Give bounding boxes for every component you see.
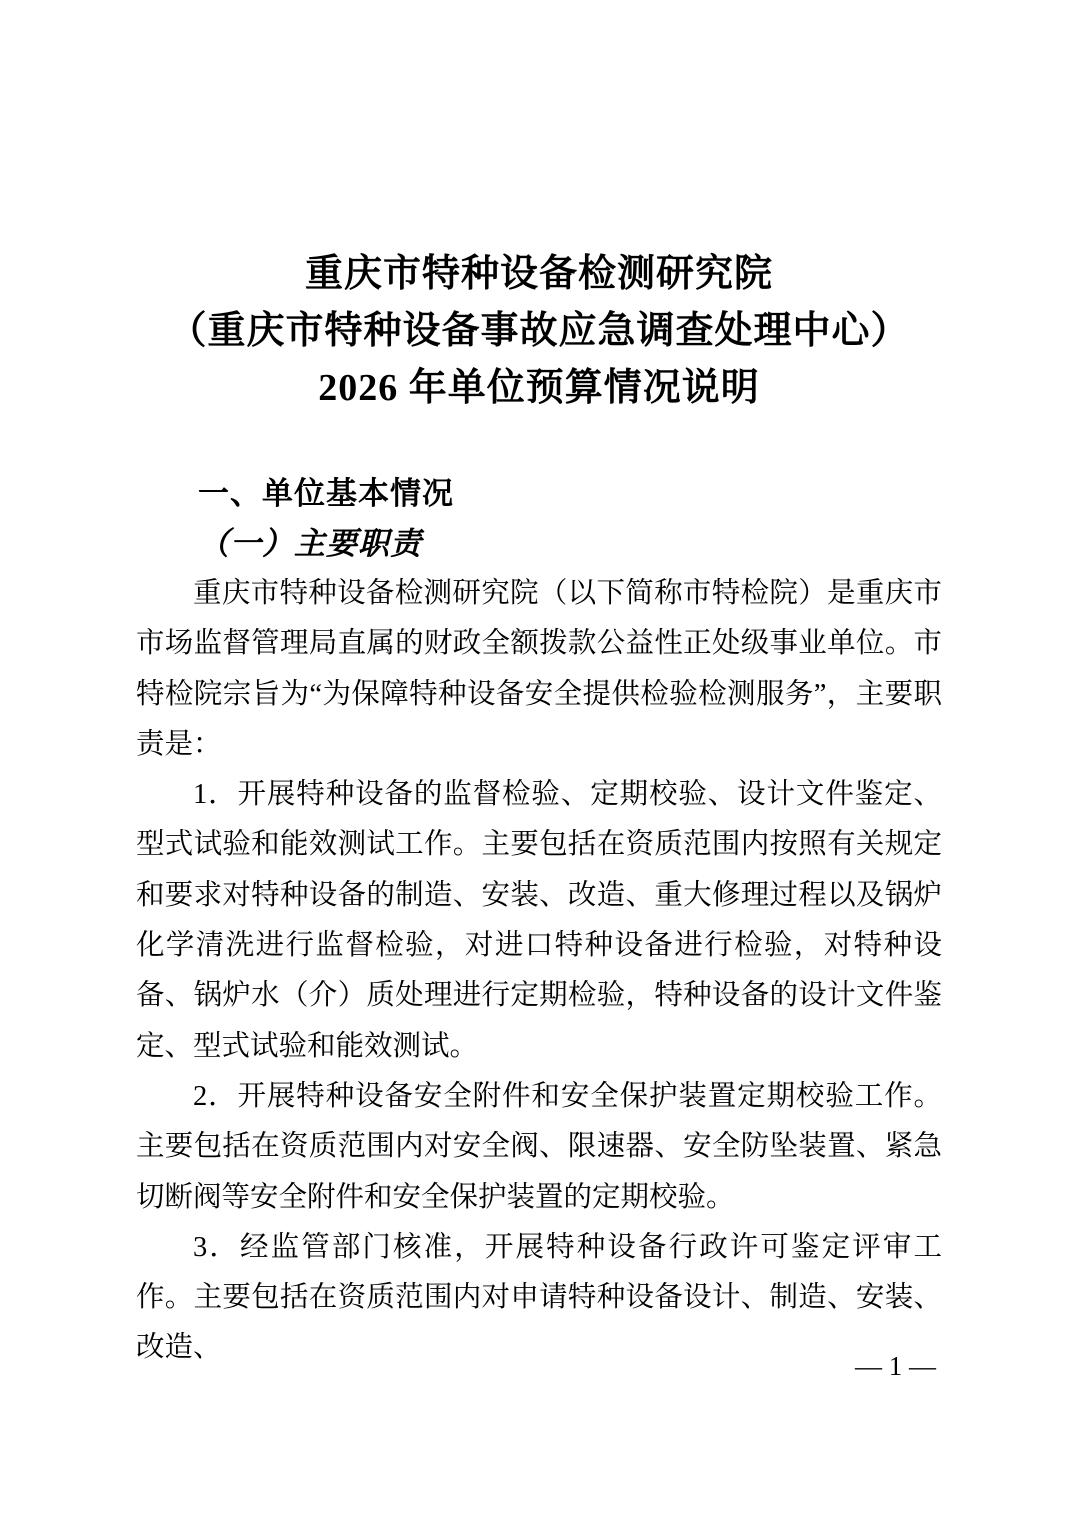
document-title bbox=[136, 246, 942, 417]
paragraph-intro: 重庆市特种设备检测研究院（以下简称市特检院）是重庆市市场监督管理局直属的财政全额拨款公益性正处级事业单位。市特检院宗旨为“为保障特种设备安全提供检验检测服务”，主要职责是： bbox=[136, 578, 942, 760]
title-line-1: 重庆市特种设备检测研究院 bbox=[304, 253, 773, 295]
document-content bbox=[136, 246, 942, 1374]
body-text bbox=[136, 569, 942, 1374]
subsection-heading: （一）主要职责 bbox=[198, 526, 422, 561]
title-line-2: （重庆市特种设备事故应急调查处理中心） bbox=[168, 310, 910, 352]
section-heading: 一、单位基本情况 bbox=[198, 476, 454, 511]
paragraph-item-1: 1．开展特种设备的监督检验、定期校验、设计文件鉴定、型式试验和能效测试工作。主要包括在资质范围内按照有关规定和要求对特种设备的制造、安装、改造、重大修理过程以及锅炉化学清洗进行监督检验，对进口特种设备进行检验，对特种设备、锅炉水（介）质处理进行定期检验，特种设备的设计文件鉴定、型式试验和能效测试。 bbox=[136, 779, 942, 1062]
paragraph-item-3: 3．经监管部门核准，开展特种设备行政许可鉴定评审工作。主要包括在资质范围内对申请特种设备设计、制造、安装、改造、 bbox=[136, 1231, 942, 1364]
title-line-3: 2026 年单位预算情况说明 bbox=[318, 367, 760, 409]
page-number: — 1 — bbox=[855, 1351, 936, 1381]
paragraph-item-2: 2．开展特种设备安全附件和安全保护装置定期校验工作。主要包括在资质范围内对安全阀、限速器、安全防坠装置、紧急切断阀等安全附件和安全保护装置的定期校验。 bbox=[136, 1080, 942, 1213]
